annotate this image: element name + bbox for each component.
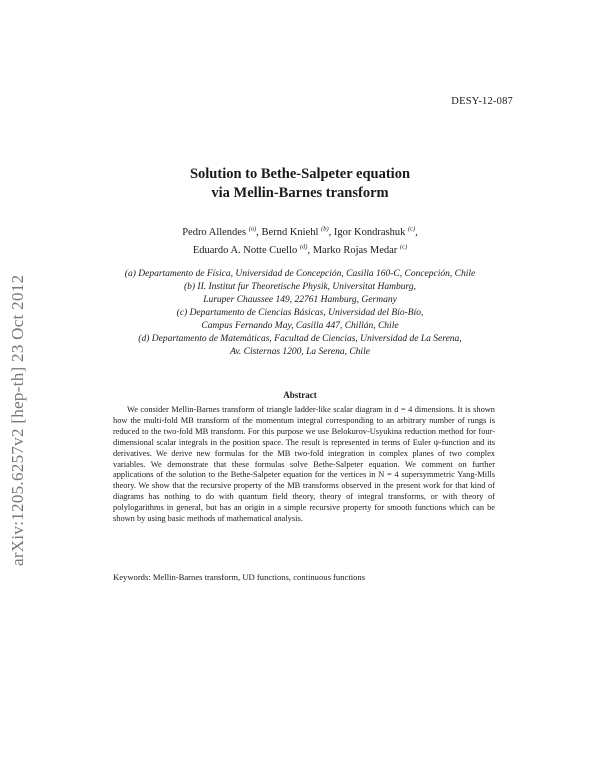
- affiliation-line: (c) Departamento de Ciencias Básicas, Universidad del Bío-Bío,: [176, 308, 424, 318]
- author-affiliation-mark: (a): [248, 225, 257, 233]
- author-affiliation-mark: (d): [299, 243, 308, 251]
- arxiv-identifier-sidebar: arXiv:1205.6257v2 [hep-th] 23 Oct 2012: [8, 274, 27, 566]
- paper-title-line-2: via Mellin-Barnes transform: [211, 185, 389, 201]
- affiliation-line: (b) II. Institut fur Theoretische Physik, Universitat Hamburg,: [183, 282, 416, 292]
- author-line-2: Eduardo A. Notte Cuello $^{(d)}$, Marko Rojas Medar $^{(c)}$: [192, 243, 408, 256]
- affiliation-line: (d) Departamento de Matemáticas, Facultad de Ciencias, Universidad de La Serena,: [138, 334, 462, 344]
- author-name: Pedro Allendes: [182, 227, 247, 238]
- affiliation-line: Campus Fernando May, Casilla 447, Chillán, Chile: [201, 321, 399, 331]
- report-number: DESY-12-087: [451, 96, 513, 107]
- author-name: Marko Rojas Medar: [312, 245, 398, 256]
- keywords-line: Keywords: Mellin-Barnes transform, UD functions, continuous functions: [113, 572, 366, 582]
- abstract-heading: Abstract: [283, 390, 317, 400]
- author-line-1: Pedro Allendes $^{(a)}$, Bernd Kniehl $^{(b)}$, Igor Kondrashuk $^{(c)}$,: [182, 225, 418, 238]
- author-name: Eduardo A. Notte Cuello: [192, 245, 298, 256]
- affiliation-line: Luruper Chaussee 149, 22761 Hamburg, Germany: [203, 295, 397, 305]
- author-name: Bernd Kniehl: [261, 227, 319, 238]
- author-name: Igor Kondrashuk: [333, 227, 406, 238]
- author-affiliation-mark: (c): [399, 243, 408, 251]
- paper-title-line-1: Solution to Bethe-Salpeter equation: [189, 166, 411, 182]
- affiliation-line: (a) Departamento de Física, Universidad de Concepción, Casilla 160-C, Concepción, Chile: [124, 269, 476, 279]
- author-affiliation-mark: (c): [407, 225, 416, 233]
- author-affiliation-mark: (b): [321, 225, 329, 233]
- abstract-body: We consider Mellin-Barnes transform of triangle ladder-like scalar diagram in d = 4 dimensions. It is shown how the multi-fold MB transform of the momentum integral corresponding to an arbitrary number of rungs is reduced to the two-fold MB transform. For this purpose we use Belokurov-Usyukina reduction method for four-dimensional scalar integrals in the position space. The result is represented in terms of Euler ψ-function and its derivatives. We derive new formulas for the MB two-fold integration in complex planes of two complex variables. We demonstrate that these formulas solve Bethe-Salpeter equation. We comment on further applications of the solution to the Bethe-Salpeter equation for the vertices in N = 4 supersymmetric Yang-Mills theory. We show that the recursive property of the MB transforms observed in the present work for that kind of diagrams has nothing to do with quantum field theory, theory of integral transforms, or with theory of polylogarithms in general, but has an origin in a simple recursive property for smooth functions which can be shown by using basic methods of mathematical analysis.: [113, 405, 495, 524]
- affiliation-line: Av. Cisternas 1200, La Serena, Chile: [230, 347, 370, 357]
